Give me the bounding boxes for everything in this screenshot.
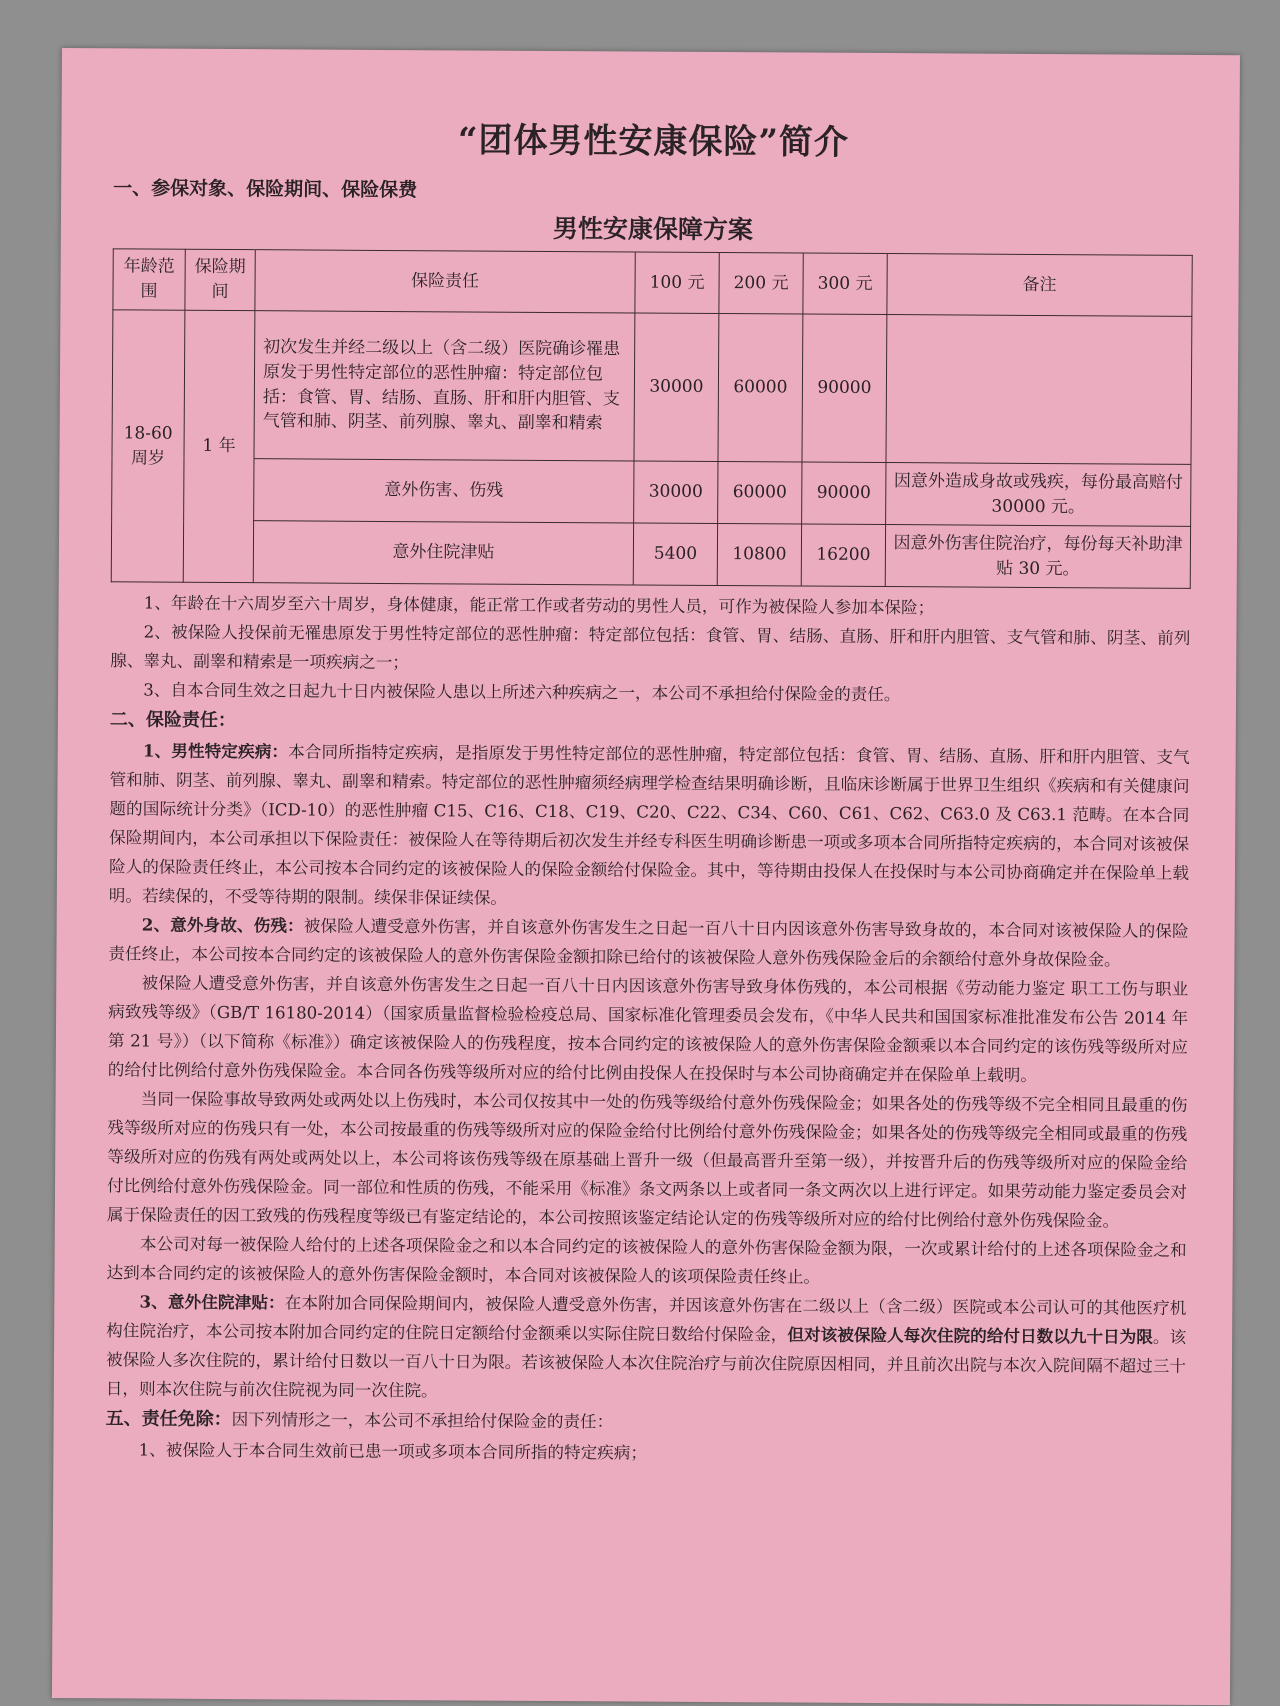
text-2-3-bold: 但对该被保险人每次住院的给付日数以九十日为限 <box>787 1324 1154 1347</box>
table-row <box>112 458 1191 527</box>
paragraph-2-1 <box>109 736 1190 917</box>
section-5-label: 五、责任免除： <box>105 1408 232 1431</box>
cell-value: 60000 <box>718 314 803 463</box>
section-1-heading: 一、参保对象、保险期间、保险保费 <box>113 177 418 202</box>
header-100: 100 元 <box>635 252 719 314</box>
table-row <box>112 310 1192 465</box>
paragraph-2-2 <box>108 910 1188 975</box>
table-header-row <box>113 249 1192 317</box>
cell-note <box>886 315 1192 465</box>
cell-duty: 意外住院津贴 <box>253 521 633 585</box>
cell-note: 因意外伤害住院治疗，每份每天补助津贴 30 元。 <box>885 525 1190 589</box>
header-200: 200 元 <box>719 253 803 315</box>
document-title: “团体男性安康保险”简介 <box>457 120 850 163</box>
paragraph-2-2-b: 被保险人遭受意外伤害，并自该意外伤害发生之日起一百八十日内因该意外伤害导致身体伤残的，本公司根据《劳动能力鉴定 职工工伤与职业病致残等级》（GB/T 16180-2014）（国家质量监督检验检疫总局、国家标准化管理委员会发布，《中华人民共和国国家标准批准发布公告 2014 年第 21 号》）（以下简称《标准》）确定该被保险人的伤残程度，按本合同约定的该被保险人的意外伤害保险金额乘以本合同约定的该伤残等级所对应的给付比例给付意外伤残保险金。本合同各伤残等级所对应的给付比例由投保人在投保时与本公司协商确定并在保险单上载明。 <box>107 973 1189 1085</box>
cell-duty: 初次发生并经二级以上（含二级）医院确诊罹患原发于男性特定部位的恶性肿瘤：特定部位包括：食管、胃、结肠、直肠、肝和肝内胆管、支气管和肺、阴茎、前列腺、睾丸、副睾和精索 <box>254 311 635 461</box>
section-5-text: 因下列情形之一，本公司不承担给付保险金的责任： <box>231 1410 614 1432</box>
paragraph-2-2-d: 本公司对每一被保险人给付的上述各项保险金之和以本合同约定的该被保险人的意外伤害保险金额为限，一次或累计给付的上述各项保险金之和达到本合同约定的该被保险人的意外伤害保险金额时，本合同对该被保险人的该项保险责任终止。 <box>106 1234 1187 1287</box>
cell-age: 18-60周岁 <box>111 310 185 582</box>
cell-note: 因意外造成身故或残疾，每份最高赔付 30000 元。 <box>886 463 1191 527</box>
table-title: 男性安康保障方案 <box>552 214 753 245</box>
cell-duty: 意外伤害、伤残 <box>254 459 634 523</box>
document-content <box>105 110 1193 1470</box>
header-300: 300 元 <box>803 253 887 315</box>
cell-period: 1 年 <box>183 310 255 582</box>
cell-value: 16200 <box>801 524 885 587</box>
document-sheet <box>52 48 1240 1705</box>
body-text <box>105 588 1190 1470</box>
note-2: 2、被保险人投保前无罹患原发于男性特定部位的恶性肿瘤：特定部位包括：食管、胃、结肠、直肠、肝和肝内胆管、支气管和肺、阴茎、前列腺、睾丸、副睾和精索是一项疾病之一； <box>110 622 1191 673</box>
cell-value: 30000 <box>634 313 719 462</box>
paragraph-2-2-c: 当同一保险事故导致两处或两处以上伤残时，本公司仅按其中一处的伤残等级给付意外伤残保险金；如果各处的伤残等级不完全相同且最重的伤残等级所对应的伤残只有一处，本公司按最重的伤残等级所对应的保险金给付比例给付意外伤残保险金；如果各处的伤残等级完全相同或最重的伤残等级所对应的伤残有两处或两处以上，本公司将该伤残等级在原基础上晋升一级（但最高晋升至第一级），并按晋升后的伤残等级所对应的保险金给付比例给付意外伤残保险金。同一部位和性质的伤残，不能采用《标准》条文两条以上或者同一条文两次以上进行评定。如果劳动能力鉴定委员会对属于保险责任的因工致残的伤残程度等级已有鉴定结论的，本公司按照该鉴定结论认定的伤残等级所对应的给付比例给付意外伤残保险金。 <box>106 1089 1188 1231</box>
note-3: 3、自本合同生效之日起九十日内被保险人患以上所述六种疾病之一，本公司不承担给付保险金的责任。 <box>143 680 901 705</box>
text-2-3-a: 在本附加合同保险期间内，被保险人遭受意外伤害，并因该意外伤害在二级以上（含二级）医院或本公司认可的其他医疗机构住院治疗，本公司按本附加合同约定的住院日定额给付金额乘以实际住院日数给付保险金， <box>106 1293 1187 1345</box>
label-2-3: 3、意外住院津贴： <box>139 1291 285 1313</box>
header-duty: 保险责任 <box>255 250 635 313</box>
header-period: 保险期间 <box>185 249 255 310</box>
cell-value: 30000 <box>634 461 718 524</box>
cell-value: 5400 <box>633 523 717 586</box>
table-row <box>111 520 1190 589</box>
text-2-2: 被保险人遭受意外伤害，并自该意外伤害发生之日起一百八十日内因该意外伤害导致身故的，本合同对该被保险人的保险责任终止，本公司按本合同约定的该被保险人的意外伤害保险金额扣除已给付的该被保险人意外伤残保险金后的余额给付意外身故保险金。 <box>108 916 1189 970</box>
text-2-1: 本合同所指特定疾病，是指原发于男性特定部位的恶性肿瘤，特定部位包括：食管、胃、结肠、直肠、肝和肝内胆管、支气管和肺、阴茎、前列腺、睾丸、副睾和精索。特定部位的恶性肿瘤须经病理学检查结果明确诊断，且临床诊断属于世界卫生组织《疾病和有关健康问题的国际统计分类》（ICD-10）的恶性肿瘤 C15、C16、C18、C19、C20、C22、C34、C60、C61、C62、C63.0 及 C63.1 范畴。在本合同保险期间内，本公司承担以下保险责任：被保险人在等待期后初次发生并经专科医生明确诊断患一项或多项本合同所指特定疾病的，本合同对该被保险人的保险责任终止，本公司按本合同约定的该被保险人的保险金额给付保险金。其中，等待期由投保人在投保时与本公司协商确定并在保险单上载明。若续保的，不受等待期的限制。续保非保证续保。 <box>108 742 1190 908</box>
cell-value: 90000 <box>802 314 887 463</box>
paragraph-2-3 <box>106 1288 1187 1411</box>
header-age: 年龄范围 <box>113 249 185 310</box>
header-note: 备注 <box>887 254 1192 317</box>
label-2-1: 1、男性特定疾病： <box>142 740 289 762</box>
exclusion-1: 1、被保险人于本合同生效前已患一项或多项本合同所指的特定疾病； <box>138 1440 648 1463</box>
section-2-heading: 二、保险责任： <box>109 709 236 732</box>
cell-value: 60000 <box>718 462 802 525</box>
label-2-2: 2、意外身故、伤残： <box>141 914 304 936</box>
coverage-table <box>111 248 1193 589</box>
cell-value: 90000 <box>802 462 886 525</box>
cell-value: 10800 <box>717 524 801 587</box>
note-1: 1、年龄在十六周岁至六十周岁，身体健康，能正常工作或者劳动的男性人员，可作为被保险人参加本保险； <box>143 593 935 618</box>
text-2-3-b: 。该被保险人多次住院的，累计给付日数以一百八十日为限。若该被保险人本次住院治疗与前次住院原因相同，并且前次出院与本次入院间隔不超过三十日，则本次住院与前次住院视为同一次住院。 <box>105 1327 1187 1401</box>
